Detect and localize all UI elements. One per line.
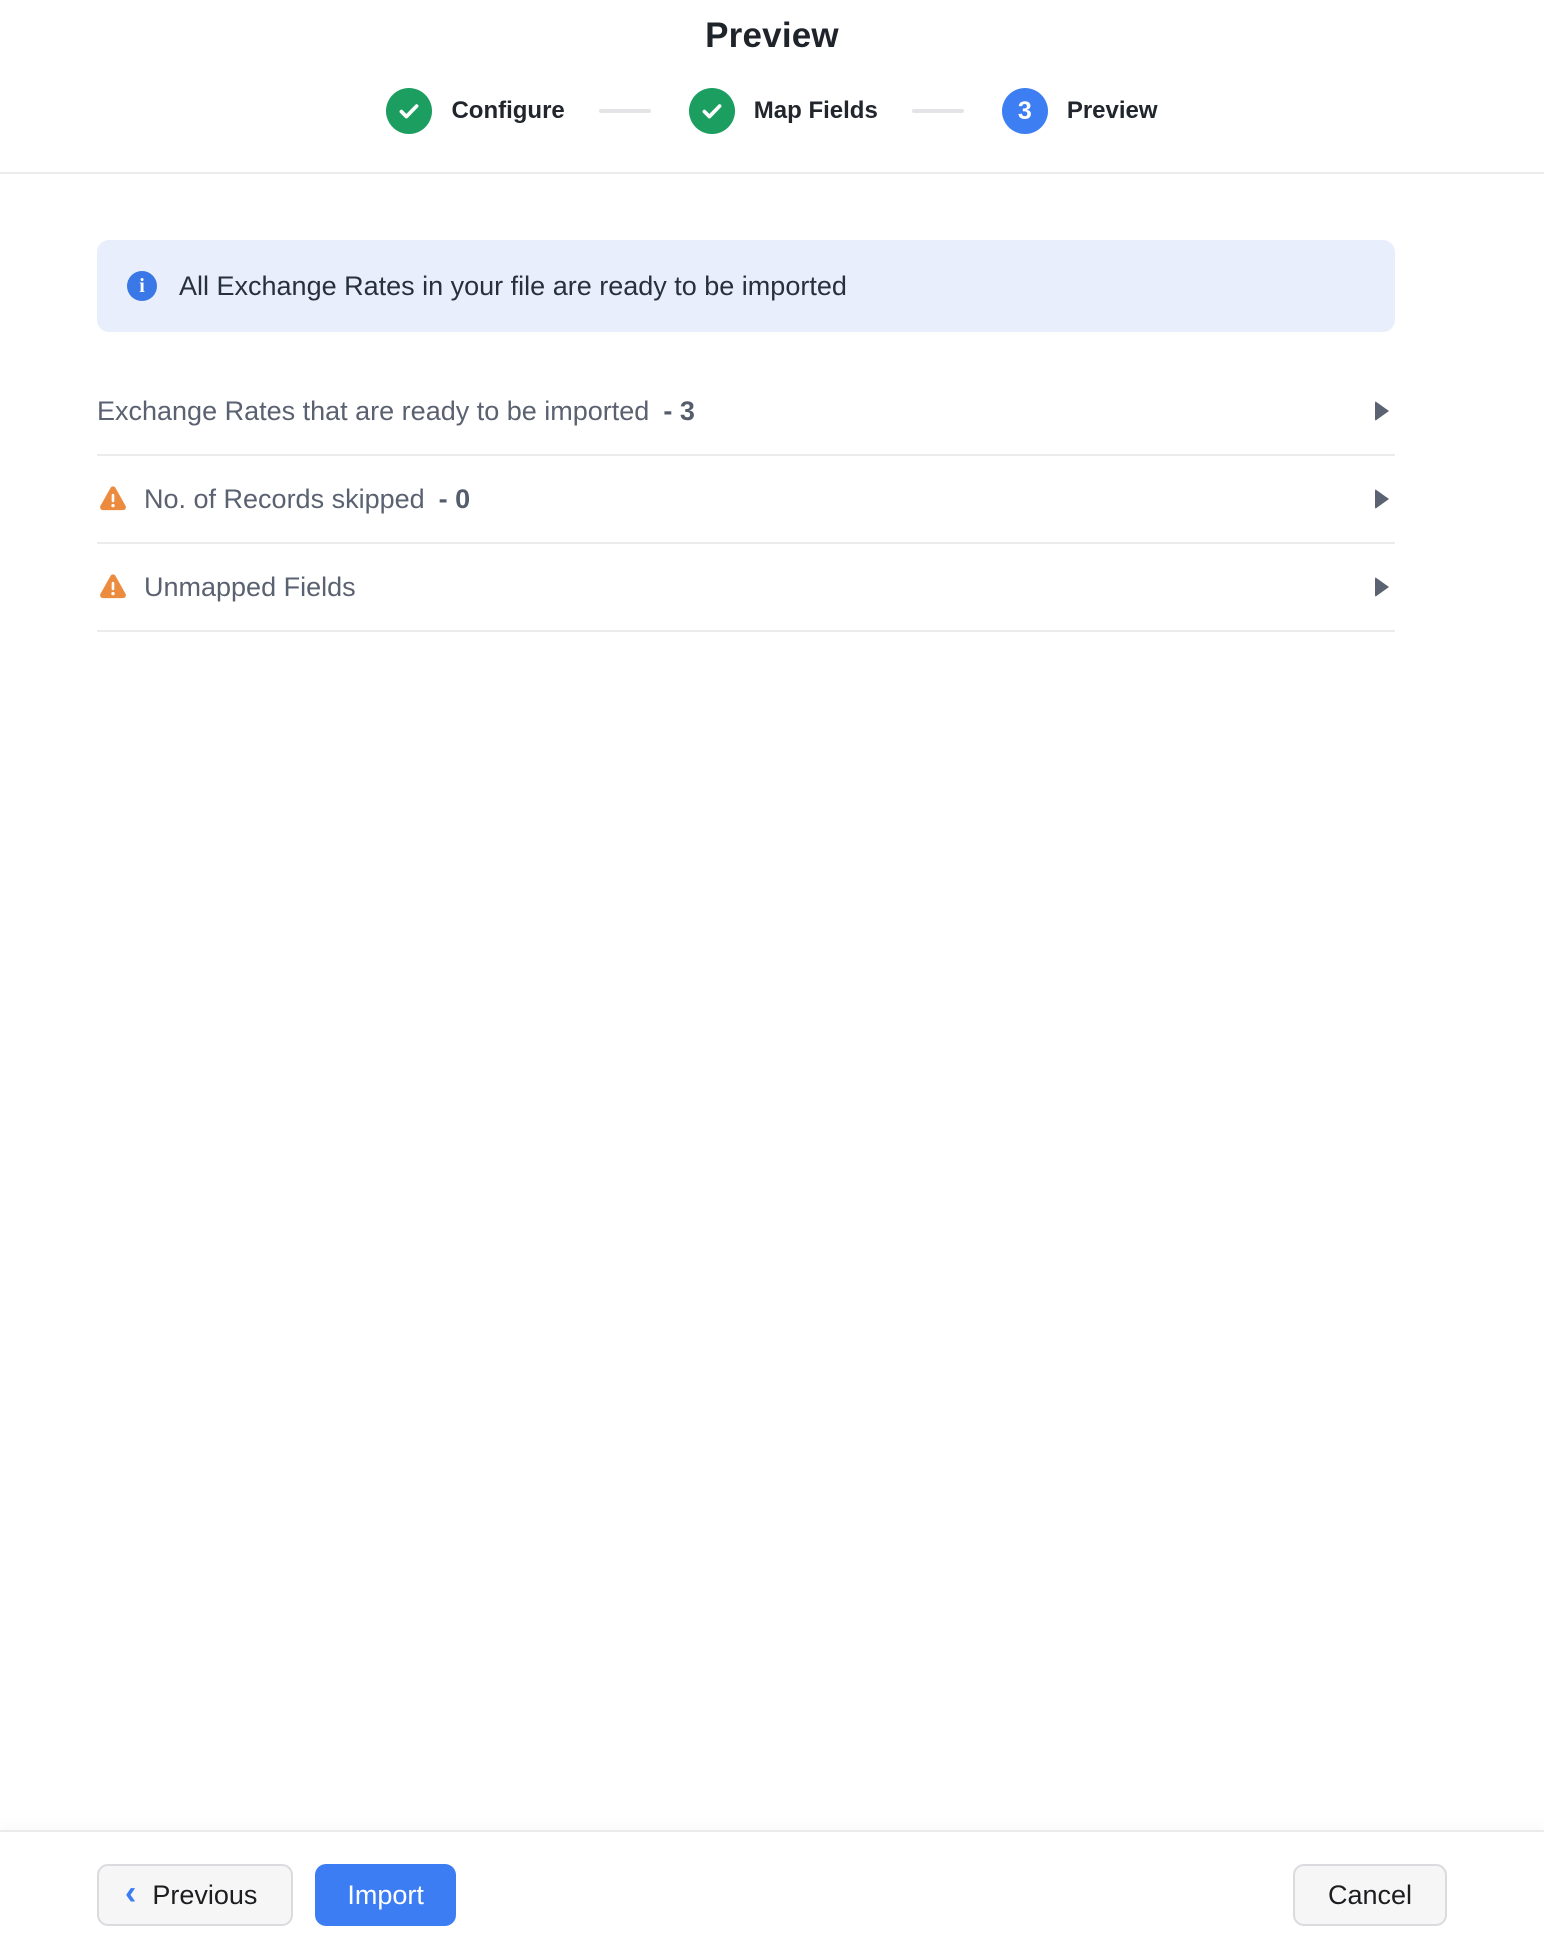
step-configure[interactable] [386,88,564,134]
wizard-footer [0,1830,1544,1958]
check-circle-icon [689,88,735,134]
step-map-fields[interactable] [689,88,878,134]
row-label: Exchange Rates that are ready to be imported [97,395,650,426]
row-label: Unmapped Fields [144,571,356,602]
expand-arrow-icon[interactable] [1375,577,1389,597]
step-configure-label: Configure [451,97,565,124]
info-icon: i [127,271,157,301]
info-banner-text: All Exchange Rates in your file are ready to be imported [179,270,847,301]
stepper [0,88,1544,134]
import-button[interactable]: Import [315,1864,456,1926]
warning-icon [97,483,129,515]
expand-arrow-icon[interactable] [1375,489,1389,509]
row-label: No. of Records skipped [144,483,425,514]
step-preview[interactable] [1002,88,1158,134]
warning-icon [97,571,129,603]
page-title: Preview [705,16,839,55]
step-map-fields-label: Map Fields [753,97,878,124]
previous-button-label: Previous [152,1879,258,1910]
row-ready-to-import[interactable] [97,368,1395,456]
step-number-badge: 3 [1002,88,1048,134]
row-unmapped-fields[interactable] [97,544,1395,632]
cancel-button[interactable]: Cancel [1293,1864,1447,1926]
previous-button[interactable] [97,1864,293,1926]
import-summary-list [97,368,1395,632]
expand-arrow-icon[interactable] [1375,401,1389,421]
chevron-left-icon: ‹ [125,1874,137,1912]
stepper-connector [912,109,964,113]
check-circle-icon [386,88,432,134]
row-count: - 0 [438,483,471,514]
row-count: - 3 [663,395,695,426]
wizard-header [0,0,1544,174]
step-preview-label: Preview [1066,97,1158,124]
info-banner [97,240,1395,332]
stepper-connector [599,109,651,113]
row-records-skipped[interactable] [97,456,1395,544]
preview-content [0,174,1544,1830]
